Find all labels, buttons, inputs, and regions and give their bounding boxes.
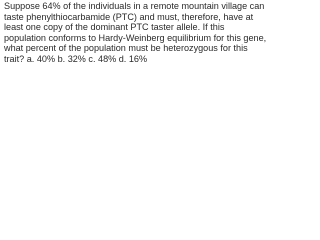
question-line: population conforms to Hardy-Weinberg equilibrium for this gene, <box>4 32 267 43</box>
question-line: least one copy of the dominant PTC taster allele. If this <box>4 22 225 33</box>
question-line: Suppose 64% of the individuals in a remote mountain village can <box>4 1 265 11</box>
question-line: trait? a. 40% b. 32% c. 48% d. 16% <box>4 53 148 64</box>
question-line: taste phenylthiocarbamide (PTC) and must, therefore, have at <box>4 11 254 22</box>
question-text <box>4 1 267 65</box>
question-line: what percent of the population must be heterozygous for this <box>4 43 248 54</box>
